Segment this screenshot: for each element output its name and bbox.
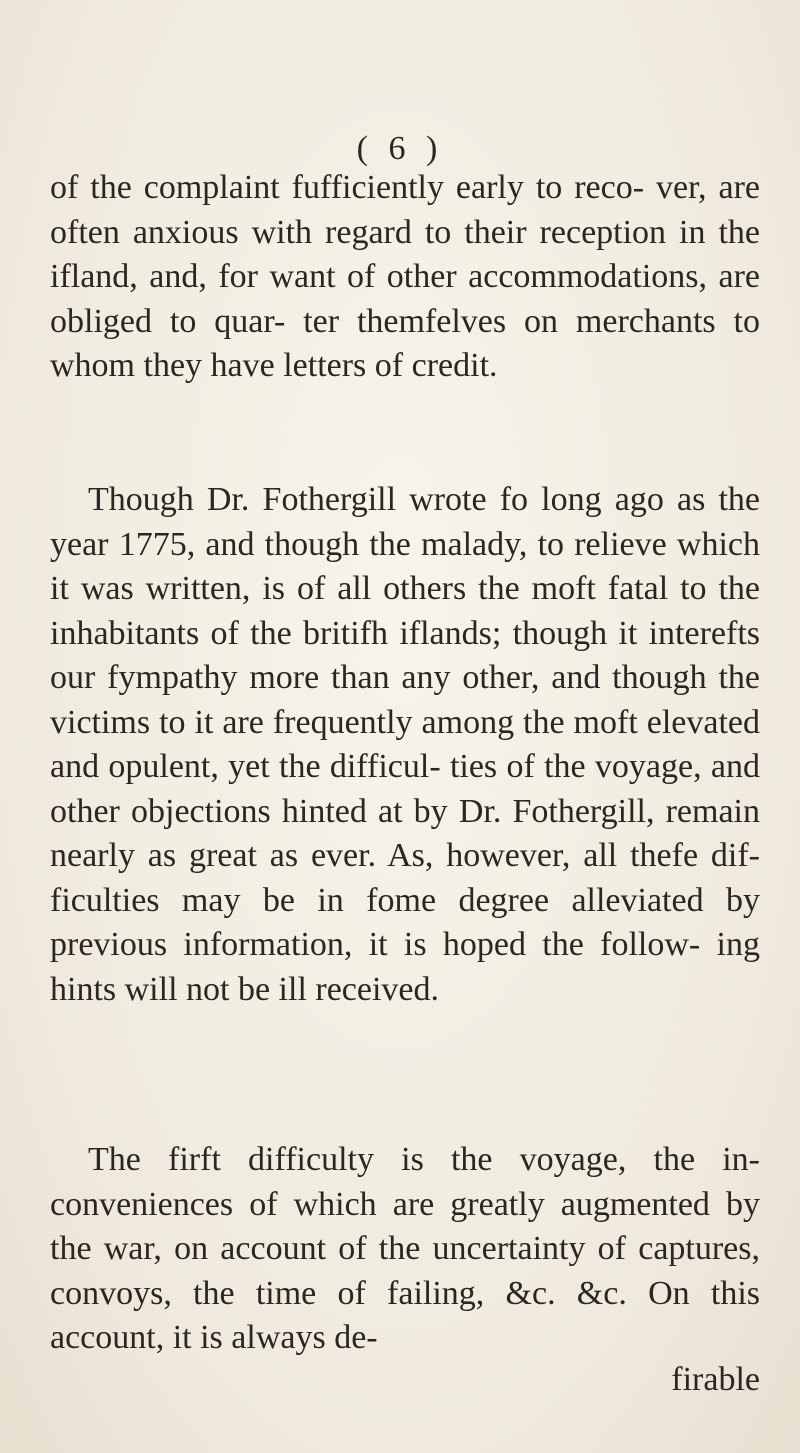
paragraph-2: Though Dr. Fothergill wrote fo long ago as the year 1775, and though the malady, to relieve which it was written, is of all others the moft fatal to the inhabitants of the britifh iflands; though it interefts our fympathy more than any other, and though the victims to it are frequently among the moft elevated and opulent, yet the difficul- ties of the voyage, and other objections hinted at by Dr. Fothergill, remain nearly as great as ever. As, however, all thefe dif- ficulties may be in fome degree alleviated by previous information, it is hoped the follow- ing hints will not be ill received.	[50, 481, 760, 1008]
catchword: firable	[671, 1361, 760, 1398]
paragraph-voyage	[50, 1138, 760, 1361]
paragraph-fothergill	[50, 478, 760, 1012]
page-number: ( 6 )	[356, 130, 444, 167]
paragraph-continuation	[50, 166, 760, 389]
paragraph-1: of the complaint fufficiently early to reco- ver, are often anxious with regard to their reception in the ifland, and, for want of other accommodations, are obliged to quar- ter themfelves on merchants to whom they have letters of credit.	[50, 169, 760, 384]
paragraph-3: The firft difficulty is the voyage, the in- conveniences of which are greatly augmented by the war, on account of the uncertainty of captures, convoys, the time of failing, &c. &c. On this account, it is always de-	[50, 1141, 760, 1356]
